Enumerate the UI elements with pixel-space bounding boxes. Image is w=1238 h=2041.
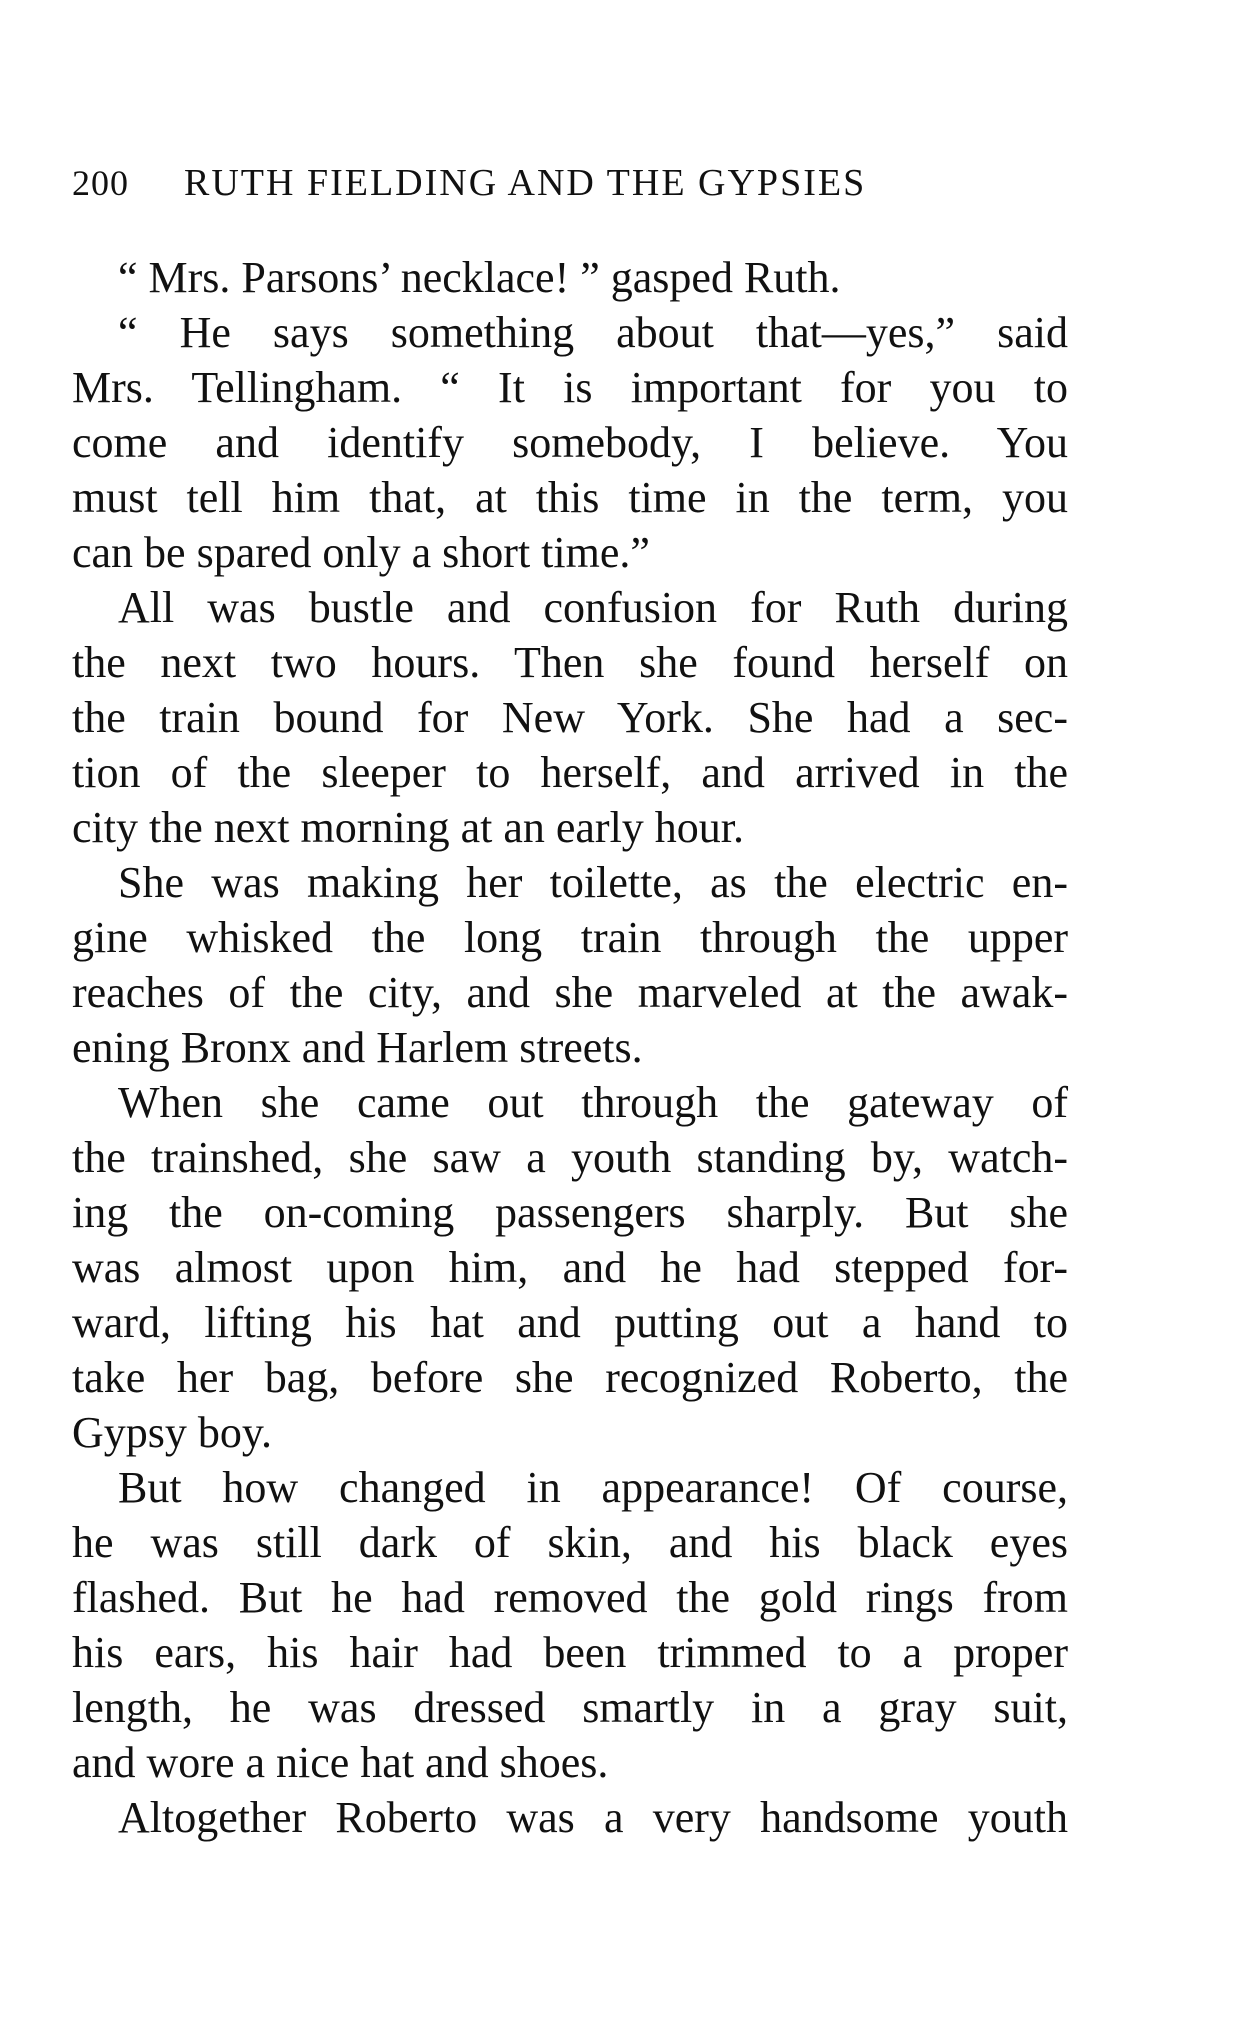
text-line: “ Mrs. Parsons’ necklace! ” gasped Ruth.: [118, 253, 841, 302]
text-line: can be spared only a short time.”: [72, 528, 650, 577]
text-line: Altogether Roberto was a very handsome youth: [118, 1793, 1068, 1842]
text-line: must tell him that, at this time in the term, you: [72, 473, 1068, 522]
text-line: and wore a nice hat and shoes.: [72, 1738, 609, 1787]
text-line: length, he was dressed smartly in a gray suit,: [72, 1683, 1068, 1732]
text-line: take her bag, before she recognized Roberto, the: [72, 1353, 1068, 1402]
text-line: Gypsy boy.: [72, 1408, 273, 1457]
text-line: the train bound for New York. She had a sec-: [72, 693, 1068, 742]
text-line: gine whisked the long train through the upper: [72, 913, 1068, 962]
text-line: ening Bronx and Harlem streets.: [72, 1023, 643, 1072]
running-title: RUTH FIELDING AND THE GYPSIES: [184, 162, 867, 204]
text-line: But how changed in appearance! Of course,: [118, 1463, 1068, 1512]
text-line: ing the on-coming passengers sharply. But she: [72, 1188, 1068, 1237]
text-line: When she came out through the gateway of: [118, 1078, 1068, 1127]
text-line: city the next morning at an early hour.: [72, 803, 745, 852]
text-line: tion of the sleeper to herself, and arrived in the: [72, 748, 1068, 797]
text-line: he was still dark of skin, and his black eyes: [72, 1518, 1068, 1567]
text-line: the next two hours. Then she found herself on: [72, 638, 1068, 687]
text-line: Mrs. Tellingham. “ It is important for you to: [72, 363, 1068, 412]
body-text: [72, 250, 1068, 1845]
paragraph: [72, 855, 1068, 1075]
text-line: ward, lifting his hat and putting out a hand to: [72, 1298, 1068, 1347]
text-line: “ He says something about that—yes,” said: [118, 308, 1068, 357]
paragraph: [72, 250, 1068, 305]
paragraph: [72, 305, 1068, 580]
text-line: come and identify somebody, I believe. You: [72, 418, 1068, 467]
text-line: She was making her toilette, as the electric en-: [118, 858, 1068, 907]
paragraph: [72, 1790, 1068, 1845]
paragraph: [72, 1460, 1068, 1790]
text-line: flashed. But he had removed the gold rings from: [72, 1573, 1068, 1622]
text-line: reaches of the city, and she marveled at the awak-: [72, 968, 1068, 1017]
paragraph: [72, 1075, 1068, 1460]
page-number: 200: [72, 163, 129, 203]
text-line: the trainshed, she saw a youth standing by, watch-: [72, 1133, 1068, 1182]
text-line: his ears, his hair had been trimmed to a proper: [72, 1628, 1068, 1677]
text-line: All was bustle and confusion for Ruth during: [118, 583, 1068, 632]
text-line: was almost upon him, and he had stepped for-: [72, 1243, 1068, 1292]
paragraph: [72, 580, 1068, 855]
running-header: [72, 158, 1072, 208]
